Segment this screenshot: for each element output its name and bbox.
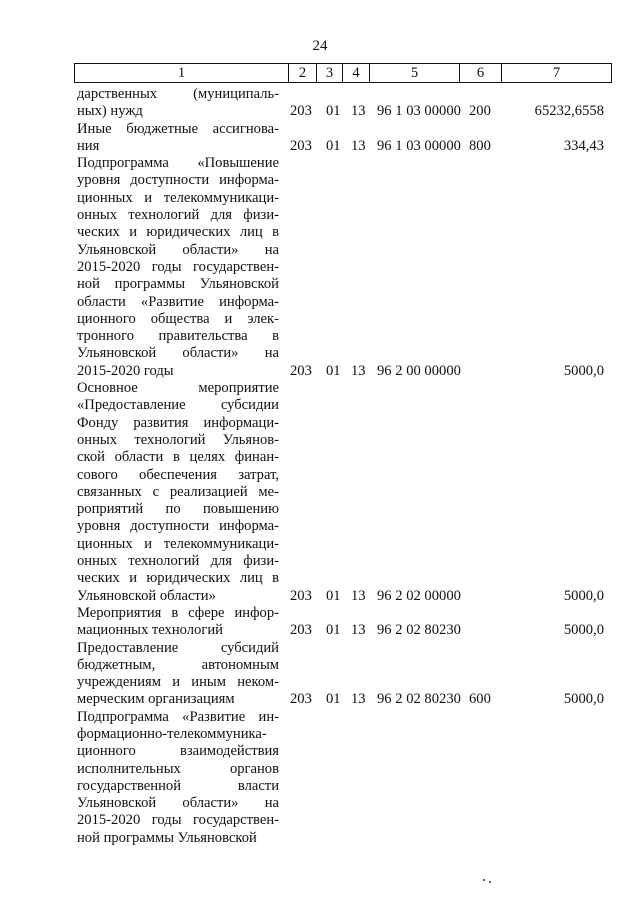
table-row xyxy=(0,121,640,156)
row-name-line: ния xyxy=(77,137,100,154)
row-name-line: области «Развитие информа- xyxy=(77,293,279,310)
row-name-line: ской области в целях финан- xyxy=(77,449,279,466)
row-name-line: Ульяновской области» на xyxy=(77,795,279,812)
code-gr: 203 xyxy=(290,137,312,154)
row-name-line: Ульяновской области» на xyxy=(77,241,279,258)
row-name-line: тронного правительства в xyxy=(77,328,279,345)
code-csr: 96 2 02 80230 xyxy=(377,691,461,708)
code-pr: 13 xyxy=(351,691,366,708)
code-vr: 200 xyxy=(469,103,491,120)
row-codes xyxy=(0,138,640,155)
amount: 5000,0 xyxy=(563,587,604,604)
row-name-line: ной программы Ульяновской xyxy=(77,276,279,293)
code-pr: 13 xyxy=(351,587,366,604)
code-vr: 800 xyxy=(469,137,491,154)
amount: 5000,0 xyxy=(563,691,604,708)
row-name-line: исполнительных органов xyxy=(77,760,279,777)
table-row xyxy=(0,380,640,605)
row-codes xyxy=(0,588,640,605)
row-name xyxy=(77,380,279,605)
table-row xyxy=(0,605,640,640)
table-row xyxy=(0,155,640,380)
table-body xyxy=(0,86,640,847)
code-csr: 96 2 00 00000 xyxy=(377,362,461,379)
row-name-line: 2015-2020 годы государствен- xyxy=(77,258,279,275)
row-name-line: Иные бюджетные ассигнова- xyxy=(77,120,279,137)
row-name-line: Подпрограмма «Повышение xyxy=(77,155,279,172)
amount: 5000,0 xyxy=(563,362,604,379)
row-name-line: ных) нужд xyxy=(77,103,143,120)
row-name-line: ционных и телекоммуникаци- xyxy=(77,189,279,206)
code-vr: 600 xyxy=(469,691,491,708)
row-name-line: учреждениям и иным неком- xyxy=(77,674,279,691)
header-col-3: 3 xyxy=(316,64,342,82)
header-col-2: 2 xyxy=(288,64,316,82)
code-pr: 13 xyxy=(351,103,366,120)
row-name-line: ческих и юридических лиц в xyxy=(77,224,279,241)
table-row xyxy=(0,709,640,847)
row-name-line: «Предоставление субсидии xyxy=(77,397,279,414)
row-codes xyxy=(0,830,640,847)
header-col-1: 1 xyxy=(177,65,186,81)
row-name-line: ционного взаимодействия xyxy=(77,743,279,760)
code-rz: 01 xyxy=(326,362,341,379)
code-gr: 203 xyxy=(290,691,312,708)
code-pr: 13 xyxy=(351,622,366,639)
code-gr: 203 xyxy=(290,587,312,604)
row-name-line: ной программы Ульяновской xyxy=(77,829,257,846)
table-row xyxy=(0,640,640,709)
code-gr: 203 xyxy=(290,103,312,120)
code-gr: 203 xyxy=(290,362,312,379)
row-name-line: ческих и юридических лиц в xyxy=(77,570,279,587)
code-rz: 01 xyxy=(326,587,341,604)
row-name-line: Ульяновской области» xyxy=(77,587,216,604)
row-name-line: Предоставление субсидий xyxy=(77,639,279,656)
row-name-line: уровня доступности информа- xyxy=(77,518,279,535)
row-name-line: формационно-телекоммуника- xyxy=(77,725,267,742)
row-name-line: ционных и телекоммуникаци- xyxy=(77,535,279,552)
code-csr: 96 2 02 00000 xyxy=(377,587,461,604)
code-rz: 01 xyxy=(326,691,341,708)
page-number: 24 xyxy=(312,38,328,54)
row-name-line: онных технологий для физи- xyxy=(77,207,279,224)
row-name-line: мационных технологий xyxy=(77,622,223,639)
row-codes xyxy=(0,622,640,639)
row-name-line: 2015-2020 годы xyxy=(77,362,174,379)
amount: 5000,0 xyxy=(563,622,604,639)
scan-speck xyxy=(483,879,485,881)
row-name xyxy=(77,155,279,380)
code-gr: 203 xyxy=(290,622,312,639)
row-name-line: роприятий по повышению xyxy=(77,501,279,518)
code-csr: 96 1 03 00000 xyxy=(377,103,461,120)
row-name-line: бюджетным, автономным xyxy=(77,656,279,673)
header-col-6: 6 xyxy=(459,64,501,82)
table-header xyxy=(74,63,612,83)
header-col-5: 5 xyxy=(369,64,459,82)
row-name-line: уровня доступности информа- xyxy=(77,172,279,189)
code-rz: 01 xyxy=(326,103,341,120)
code-csr: 96 2 02 80230 xyxy=(377,622,461,639)
row-name-line: связанных с реализацией ме- xyxy=(77,483,279,500)
row-name-line: онных технологий для физи- xyxy=(77,553,279,570)
header-col-7: 7 xyxy=(501,64,611,82)
row-name-line: Подпрограмма «Развитие ин- xyxy=(77,708,279,725)
header-col-4: 4 xyxy=(342,64,369,82)
row-name-line: Основное мероприятие xyxy=(77,380,279,397)
row-codes xyxy=(0,103,640,120)
code-rz: 01 xyxy=(326,137,341,154)
code-rz: 01 xyxy=(326,622,341,639)
row-name-line: ционного общества и элек- xyxy=(77,310,279,327)
row-codes xyxy=(0,691,640,708)
row-name xyxy=(77,709,279,847)
row-name-line: сового обеспечения затрат, xyxy=(77,466,279,483)
amount: 334,43 xyxy=(563,137,604,154)
row-name-line: 2015-2020 годы государствен- xyxy=(77,812,279,829)
row-name-line: мерческим организациям xyxy=(77,691,235,708)
code-pr: 13 xyxy=(351,362,366,379)
row-name-line: Фонду развития информаци- xyxy=(77,414,279,431)
amount: 65232,6558 xyxy=(534,103,604,120)
scan-speck xyxy=(489,881,491,883)
row-name-line: онных технологий Ульянов- xyxy=(77,431,279,448)
row-codes xyxy=(0,363,640,380)
row-name-line: Ульяновской области» на xyxy=(77,345,279,362)
row-name-line: государственной власти xyxy=(77,777,279,794)
row-name-line: дарственных (муниципаль- xyxy=(77,86,279,102)
row-name-line: Мероприятия в сфере инфор- xyxy=(77,604,279,621)
table-row xyxy=(0,86,640,121)
code-csr: 96 1 03 00000 xyxy=(377,137,461,154)
code-pr: 13 xyxy=(351,137,366,154)
